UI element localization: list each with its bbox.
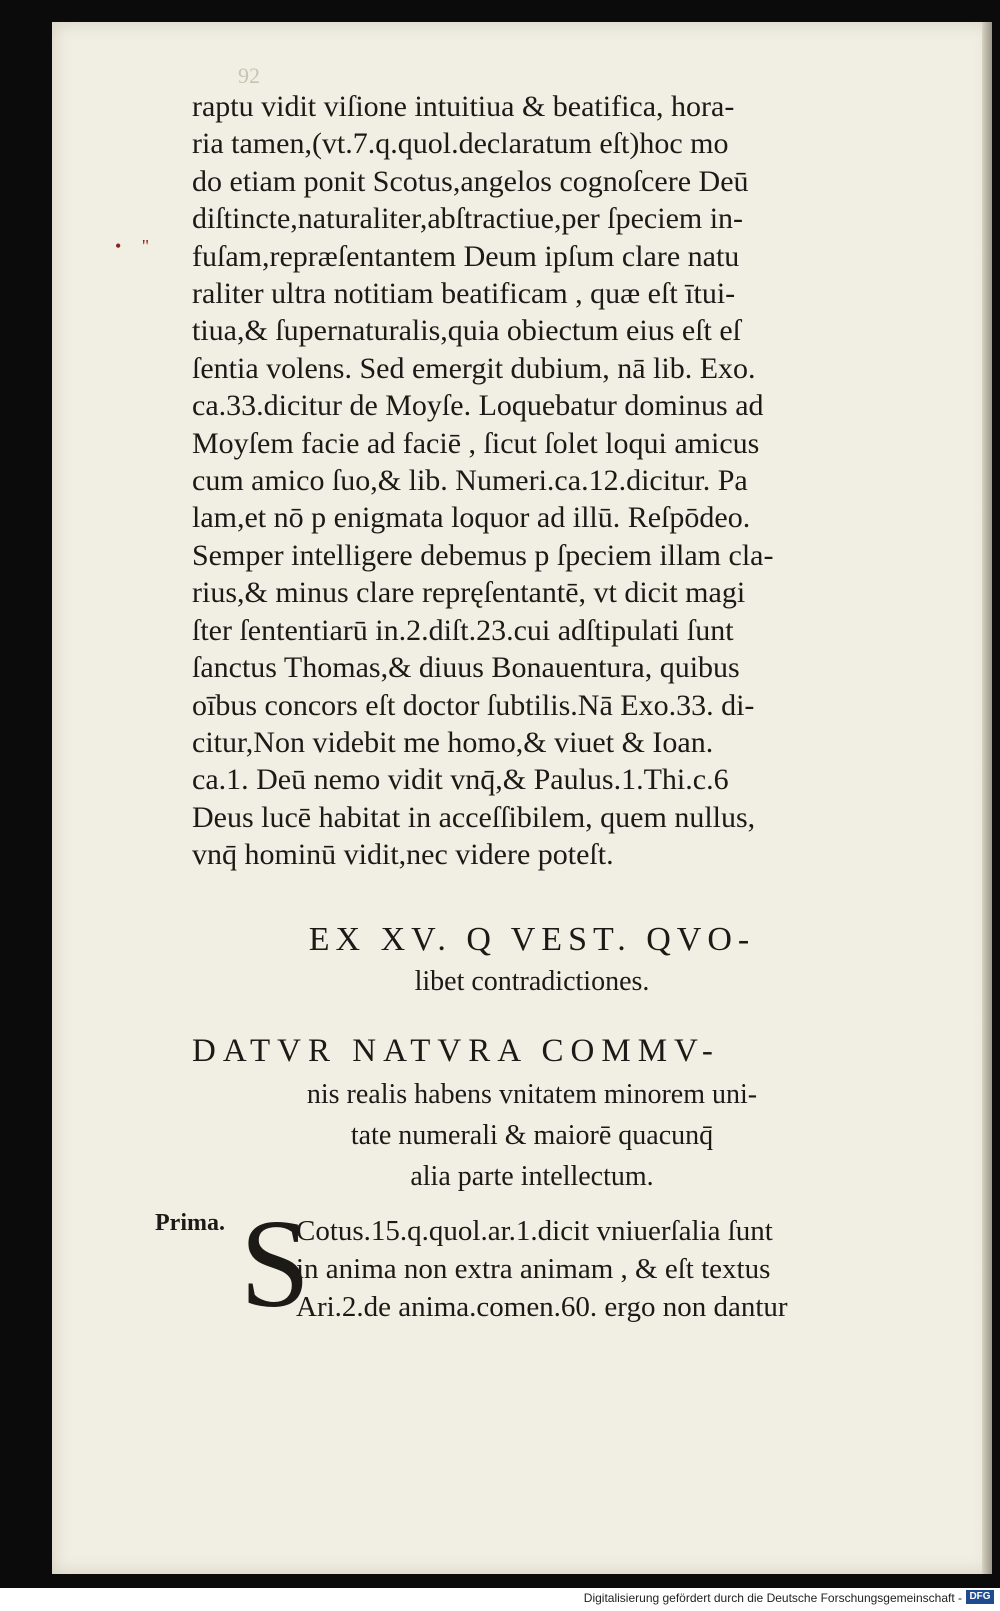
text-line: fuſam,repræſentantem Deum ipſum clare natu [192, 239, 740, 273]
section-heading-line: EX XV. Q VEST. QVO- [308, 921, 756, 958]
thesis-statement [192, 1028, 872, 1197]
text-line: tiua,& ſupernaturalis,quia obiectum eius eſt eſ [192, 314, 742, 348]
text-line: vnq̄ hominū vidit,nec videre poteſt. [192, 838, 614, 872]
page-number: 92 [238, 63, 260, 88]
text-line: diſtincte,naturaliter,abſtractiue,per ſpeciem in- [192, 202, 744, 236]
text-line: raliter ultra notitiam beatificam , quæ eſt ītui- [192, 277, 736, 311]
text-line: in anima non extra animam , & eſt textus [296, 1253, 771, 1285]
text-line: ca.33.dicitur de Moyſe. Loquebatur dominus ad [192, 389, 764, 423]
text-line: Cotus.15.q.quol.ar.1.dicit vniuerſalia ſunt [296, 1215, 773, 1247]
stray-ink-marks: • " [115, 236, 158, 256]
thesis-line: tate numerali & maiorē quacunq̄ [350, 1120, 714, 1151]
page-edge [982, 22, 992, 1574]
text-line: do etiam ponit Scotus,angelos cognoſcere Deū [192, 164, 749, 198]
text-line: oībus concors eſt doctor ſubtilis.Nā Exo.33. di- [192, 688, 755, 722]
paragraph [296, 1212, 876, 1326]
text-line: citur,Non videbit me homo,& viuet & Ioan. [192, 725, 714, 759]
text-line: rius,& minus clare repręſentantē, vt dicit magi [192, 576, 746, 610]
text-line: cum amico ſuo,& lib. Numeri.ca.12.dicitur. Pa [192, 464, 748, 498]
text-line: lam,et nō p enigmata loquor ad illū. Reſpōdeo. [192, 501, 751, 535]
footer-credit: Digitalisierung gefördert durch die Deutsche Forschungsgemeinschaft - [583, 1591, 962, 1605]
drop-cap-initial: S [240, 1195, 311, 1334]
text-line: ſanctus Thomas,& diuus Bonauentura, quibus [192, 651, 740, 685]
body-text [192, 88, 872, 874]
text-line: Moyſem facie ad faciē , ſicut ſolet loqui amicus [192, 426, 760, 460]
thesis-line: nis realis habens vnitatem minorem uni- [306, 1079, 758, 1110]
margin-note: Prima. [155, 1210, 225, 1236]
section-heading-line: libet contradictiones. [414, 966, 650, 997]
text-line: Semper intelligere debemus p ſpeciem illam cla- [192, 538, 774, 572]
text-line: ſentia volens. Sed emergit dubium, nā lib. Exo. [192, 351, 756, 385]
text-line: raptu vidit viſione intuitiua & beatifica, hora- [192, 90, 735, 123]
text-line: ca.1. Deū nemo vidit vnq̄,& Paulus.1.Thi.c.6 [192, 763, 729, 797]
text-line: Deus lucē habitat in acceſſibilem, quem nullus, [192, 800, 756, 834]
thesis-line: alia parte intellectum. [410, 1161, 654, 1192]
section-heading [192, 918, 872, 1002]
thesis-line: DATVR NATVRA COMMV- [192, 1033, 720, 1069]
text-line: ria tamen,(vt.7.q.quol.declaratum eſt)hoc mo [192, 127, 729, 161]
text-line: Ari.2.de anima.comen.60. ergo non dantur [296, 1291, 788, 1323]
dfg-logo: DFG [966, 1590, 994, 1604]
text-line: ſter ſententiarū in.2.diſt.23.cui adſtipulati ſunt [192, 613, 734, 647]
